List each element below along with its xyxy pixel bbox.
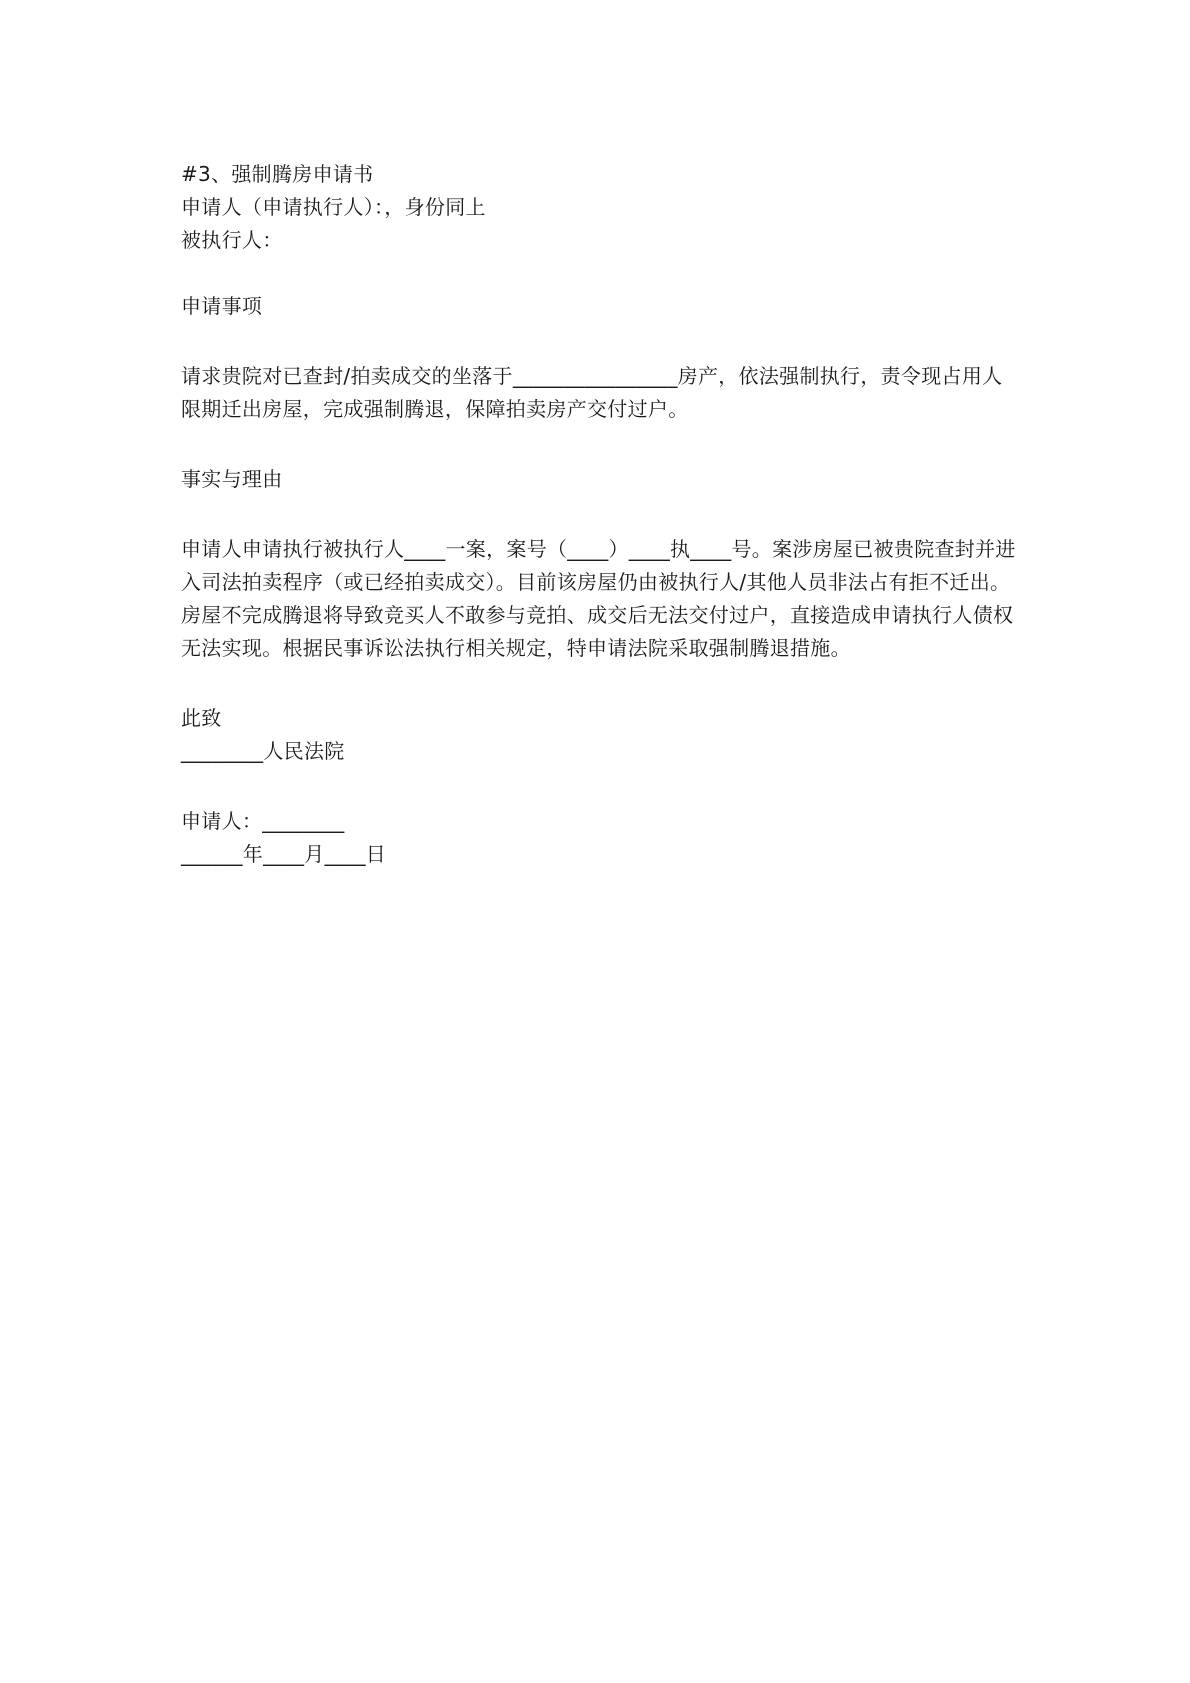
- closing-salutation: 此致: [181, 706, 222, 730]
- facts-paragraph-1: 申请人申请执行被执行人____一案，案号（____）____执____号。案涉房屋已被贵院查封并进入司法拍卖程序（或已经拍卖成交）。目前该房屋仍由被执行人/其他人员非法占有拒不迁出。: [181, 537, 1016, 594]
- request-heading: 申请事项: [181, 294, 263, 318]
- spacer: [181, 496, 1021, 533]
- respondent-line: 被执行人：: [181, 228, 283, 252]
- facts-paragraph-2: 房屋不完成腾退将导致竞买人不敢参与竞拍、成交后无法交付过户，直接造成申请执行人债权无法实现。根据民事诉讼法执行相关规定，特申请法院采取强制腾退措施。: [181, 603, 1014, 660]
- date-line: ______年____月____日: [181, 842, 387, 866]
- document-title: #3、强制腾房申请书: [181, 162, 374, 186]
- court-line: ________人民法院: [181, 739, 345, 763]
- spacer: [181, 768, 1021, 805]
- spacer: [181, 426, 1021, 463]
- spacer: [181, 257, 1021, 290]
- spacer: [181, 323, 1021, 360]
- document-body: [181, 158, 1021, 871]
- applicant-line: 申请人（申请执行人）：，身份同上: [181, 195, 486, 219]
- signature-line: 申请人：________: [181, 809, 345, 833]
- spacer: [181, 665, 1021, 702]
- request-paragraph: 请求贵院对已查封/拍卖成交的坐落于________________房产，依法强制执行，责令现占用人限期迁出房屋，完成强制腾退，保障拍卖房产交付过户。: [181, 364, 1003, 421]
- facts-heading: 事实与理由: [181, 467, 283, 491]
